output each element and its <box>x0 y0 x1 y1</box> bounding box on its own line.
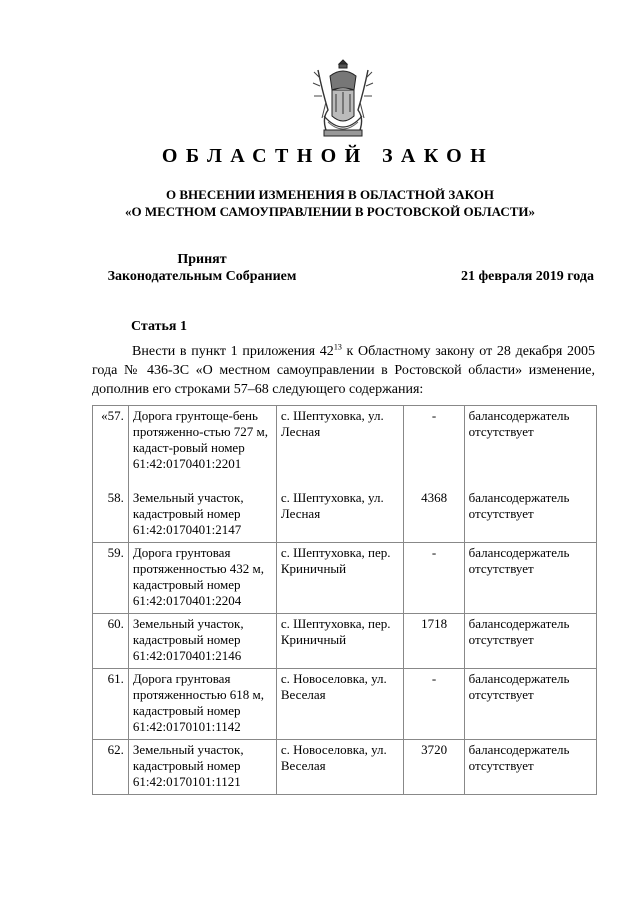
article-paragraph <box>92 342 595 399</box>
row-address: с. Новоселовка, ул. Веселая <box>276 740 404 795</box>
row-address: с. Шептуховка, пер. Криничный <box>276 614 404 669</box>
row-object: Земельный участок, кадастровый номер 61:42:0170101:1121 <box>128 740 276 795</box>
row-area: - <box>404 669 464 740</box>
coat-of-arms-emblem <box>308 56 378 142</box>
row-area: - <box>404 406 464 477</box>
row-number: «57. <box>93 406 129 477</box>
row-area: 3720 <box>404 740 464 795</box>
row-address: с. Шептуховка, пер. Криничный <box>276 543 404 614</box>
article-text-start: Внести в пункт 1 приложения 42 <box>132 344 334 359</box>
article-heading: Статья 1 <box>131 319 187 334</box>
row-area: 1718 <box>404 614 464 669</box>
amendment-table <box>92 405 597 795</box>
row-holder: балансодержатель отсутствует <box>464 476 596 543</box>
row-address: с. Новоселовка, ул. Веселая <box>276 669 404 740</box>
law-subtitle <box>0 186 640 220</box>
row-object: Дорога грунтовая протяженностью 432 м, кадастровый номер 61:42:0170401:2204 <box>128 543 276 614</box>
row-holder: балансодержатель отсутствует <box>464 406 596 477</box>
article-superscript: 13 <box>333 342 342 352</box>
row-object: Земельный участок, кадастровый номер 61:42:0170401:2147 <box>128 476 276 543</box>
subtitle-line-2: «О МЕСТНОМ САМОУПРАВЛЕНИИ В РОСТОВСКОЙ ОБЛАСТИ» <box>125 204 535 219</box>
table-row <box>93 669 597 740</box>
row-number: 58. <box>93 476 129 543</box>
adoption-block <box>92 251 312 285</box>
row-area: - <box>404 543 464 614</box>
row-object: Дорога грунтовая протяженностью 618 м, кадастровый номер 61:42:0170101:1142 <box>128 669 276 740</box>
row-holder: балансодержатель отсутствует <box>464 614 596 669</box>
row-address: с. Шептуховка, ул. Лесная <box>276 476 404 543</box>
table-row <box>93 740 597 795</box>
row-object: Дорога грунтоще-бень протяженно-стью 727 м, кадаст-ровый номер 61:42:0170401:2201 <box>128 406 276 477</box>
table-row <box>93 614 597 669</box>
table-row <box>93 476 597 543</box>
row-number: 60. <box>93 614 129 669</box>
subtitle-line-1: О ВНЕСЕНИИ ИЗМЕНЕНИЯ В ОБЛАСТНОЙ ЗАКОН <box>166 187 494 202</box>
row-address: с. Шептуховка, ул. Лесная <box>276 406 404 477</box>
article-text-end: к Областному закону от 28 декабря 2005 года № 436-ЗС «О местном самоуправлении в Ростовской области» изменение, дополнив его строками 57–68 следующего содержания: <box>92 344 595 397</box>
row-holder: балансодержатель отсутствует <box>464 543 596 614</box>
adoption-date: 21 февраля 2019 года <box>461 269 594 284</box>
row-holder: балансодержатель отсутствует <box>464 740 596 795</box>
table-row <box>93 406 597 477</box>
row-number: 59. <box>93 543 129 614</box>
row-area: 4368 <box>404 476 464 543</box>
table-row <box>93 543 597 614</box>
row-number: 62. <box>93 740 129 795</box>
row-holder: балансодержатель отсутствует <box>464 669 596 740</box>
row-number: 61. <box>93 669 129 740</box>
adopted-by: Законодательным Собранием <box>107 269 297 284</box>
adopted-label: Принят <box>177 252 227 267</box>
law-title: ОБЛАСТНОЙ ЗАКОН <box>161 145 495 167</box>
row-object: Земельный участок, кадастровый номер 61:42:0170401:2146 <box>128 614 276 669</box>
